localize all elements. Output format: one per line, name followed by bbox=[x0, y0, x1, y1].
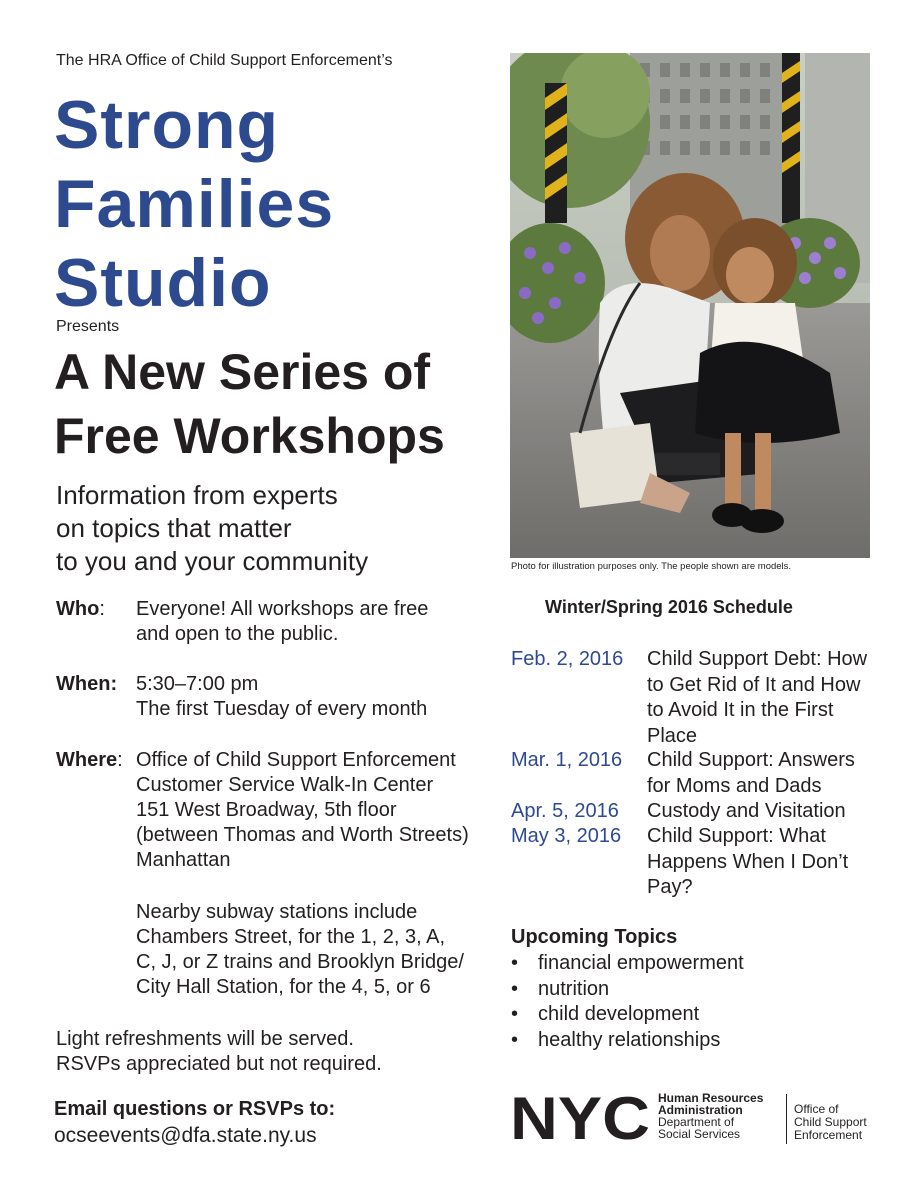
ocse-line-2: Child Support bbox=[794, 1115, 867, 1129]
topic-text: child development bbox=[538, 1003, 700, 1025]
upcoming-topics-title: Upcoming Topics bbox=[511, 926, 678, 948]
who-body bbox=[136, 597, 428, 647]
who-line-1: Everyone! All workshops are free bbox=[136, 598, 429, 620]
schedule-date: Mar. 1, 2016 bbox=[511, 749, 623, 771]
ocse-line-1: Office of bbox=[794, 1102, 839, 1116]
where-label bbox=[56, 748, 123, 773]
schedule-date: Apr. 5, 2016 bbox=[511, 800, 619, 822]
bullet-icon: • bbox=[511, 1003, 519, 1025]
when-line-1: 5:30–7:00 pm bbox=[136, 673, 259, 695]
headline bbox=[54, 340, 445, 468]
subway-line-3: C, J, or Z trains and Brooklyn Bridge/ bbox=[136, 951, 464, 973]
subheadline-line-2: on topics that matter bbox=[56, 513, 292, 543]
refreshments-note bbox=[56, 1027, 382, 1077]
program-title-line-1: Strong bbox=[54, 87, 280, 163]
where-line-1: Office of Child Support Enforcement bbox=[136, 749, 456, 771]
who-line-2: and open to the public. bbox=[136, 623, 339, 645]
subheadline bbox=[56, 479, 368, 578]
hra-line-2: Administration bbox=[658, 1103, 743, 1117]
where-line-5: Manhattan bbox=[136, 849, 231, 871]
where-line-3: 151 West Broadway, 5th floor bbox=[136, 799, 397, 821]
hra-name bbox=[658, 1092, 763, 1140]
refreshments-line-2: RSVPs appreciated but not required. bbox=[56, 1053, 382, 1075]
photo-caption: Photo for illustration purposes only. The people shown are models. bbox=[511, 561, 792, 572]
ocse-name bbox=[794, 1103, 867, 1142]
subway-line-2: Chambers Street, for the 1, 2, 3, A, bbox=[136, 926, 446, 948]
bullet-icon: • bbox=[511, 952, 519, 974]
upcoming-topics-list bbox=[511, 951, 744, 1053]
schedule-topic: Child Support Debt: How to Get Rid of It and How to Avoid It in the First Place bbox=[647, 648, 868, 747]
subway-body bbox=[136, 900, 464, 1000]
where-line-4: (between Thomas and Worth Streets) bbox=[136, 824, 469, 846]
where-colon: : bbox=[117, 749, 123, 771]
where-label-text: Where bbox=[56, 749, 118, 771]
when-label bbox=[56, 672, 117, 697]
who-label-text: Who bbox=[56, 598, 100, 620]
when-colon: : bbox=[110, 673, 118, 695]
schedule-date: Feb. 2, 2016 bbox=[511, 648, 624, 670]
where-body bbox=[136, 748, 469, 873]
program-title-line-3: Studio bbox=[54, 245, 272, 321]
list-item bbox=[511, 1002, 744, 1028]
mother-daughter-photo bbox=[510, 53, 870, 558]
schedule-topic: Child Support: Answers for Moms and Dads bbox=[647, 749, 855, 797]
headline-line-1: A New Series of bbox=[54, 344, 431, 400]
email-title: Email questions or RSVPs to: bbox=[54, 1098, 336, 1120]
presents-label: Presents bbox=[56, 318, 120, 335]
ocse-line-3: Enforcement bbox=[794, 1128, 863, 1142]
nyc-logo bbox=[510, 1092, 652, 1147]
subway-line-4: City Hall Station, for the 4, 5, or 6 bbox=[136, 976, 431, 998]
subway-line-1: Nearby subway stations include bbox=[136, 901, 418, 923]
when-label-text: When bbox=[56, 673, 111, 695]
list-item bbox=[511, 951, 744, 977]
schedule-title: Winter/Spring 2016 Schedule bbox=[545, 597, 793, 617]
dss-line-1: Department of bbox=[658, 1115, 735, 1129]
when-line-2: The first Tuesday of every month bbox=[136, 698, 428, 720]
headline-line-2: Free Workshops bbox=[54, 408, 445, 464]
schedule-topic: Custody and Visitation bbox=[647, 800, 846, 822]
program-title bbox=[54, 86, 334, 323]
program-title-line-2: Families bbox=[54, 166, 335, 242]
dss-line-2: Social Services bbox=[658, 1127, 741, 1141]
schedule-topic: Child Support: What Happens When I Don’t Pay? bbox=[647, 825, 849, 898]
hra-line-1: Human Resources bbox=[658, 1091, 764, 1105]
subheadline-line-3: to you and your community bbox=[56, 546, 369, 576]
nyc-logo-icon bbox=[510, 1092, 652, 1142]
bullet-icon: • bbox=[511, 977, 519, 1000]
subheadline-line-1: Information from experts bbox=[56, 480, 338, 510]
who-label bbox=[56, 597, 105, 622]
photo-illustration bbox=[510, 53, 870, 558]
schedule-date: May 3, 2016 bbox=[511, 825, 622, 847]
topic-text: financial empowerment bbox=[538, 952, 744, 974]
where-line-2: Customer Service Walk-In Center bbox=[136, 774, 434, 796]
who-colon: : bbox=[99, 598, 105, 620]
list-item bbox=[511, 977, 744, 1003]
bullet-icon: • bbox=[511, 1028, 519, 1051]
intro-line: The HRA Office of Child Support Enforcement’s bbox=[56, 52, 393, 69]
when-body bbox=[136, 672, 427, 722]
refreshments-line-1: Light refreshments will be served. bbox=[56, 1028, 354, 1050]
email-address[interactable]: ocseevents@dfa.state.ny.us bbox=[54, 1124, 317, 1147]
nyc-logo-text: NYC bbox=[510, 1092, 650, 1142]
logo-divider bbox=[786, 1094, 787, 1144]
list-item bbox=[511, 1028, 744, 1054]
topic-text: healthy relationships bbox=[538, 1028, 721, 1051]
topic-text: nutrition bbox=[538, 977, 610, 1000]
